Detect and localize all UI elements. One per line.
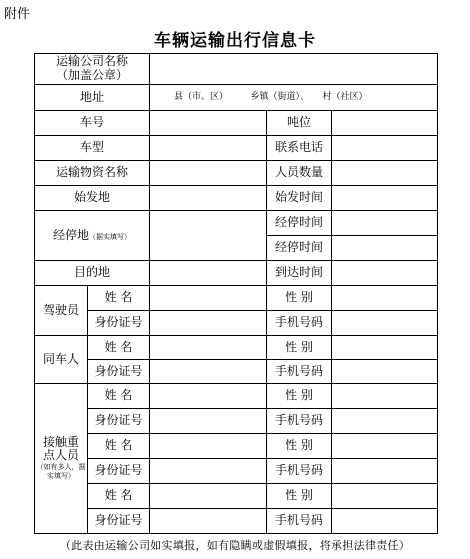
page-title: 车辆运输出行信息卡 [154,31,316,51]
company-stamp-label: （加盖公章） [56,68,129,82]
phone-field[interactable] [332,136,438,161]
row-driver-id [35,311,438,336]
tonnage-label: 吨位 [267,111,332,136]
row-driver-name [35,286,438,311]
row-contact-3-id [35,509,438,534]
contact-1-id-field[interactable] [150,409,267,434]
row-cargo [35,161,438,186]
arrival-time-field[interactable] [332,261,438,286]
row-company [35,54,438,85]
cargo-label: 运输物资名称 [35,161,150,186]
contact-1-mobile-field[interactable] [332,409,438,434]
contact-3-gender-field[interactable] [332,484,438,509]
driver-id-field[interactable] [150,311,267,336]
stop-field[interactable] [150,211,267,261]
companion-mobile-label: 手机号码 [267,360,332,384]
companion-id-field[interactable] [150,360,267,384]
driver-id-label: 身份证号 [88,311,150,336]
headcount-field[interactable] [332,161,438,186]
destination-field[interactable] [150,261,267,286]
contact-2-name-label: 姓 名 [88,434,150,459]
driver-mobile-field[interactable] [332,311,438,336]
contact-2-name-field[interactable] [150,434,267,459]
companion-label: 同车人 [35,336,88,384]
driver-name-field[interactable] [150,286,267,311]
origin-field[interactable] [150,186,267,211]
model-field[interactable] [150,136,267,161]
contact-1-id-label: 身份证号 [88,409,150,434]
stop-time-label-2: 经停时间 [267,236,332,261]
contact-2-id-field[interactable] [150,459,267,484]
contact-2-gender-field[interactable] [332,434,438,459]
depart-time-label: 始发时间 [267,186,332,211]
address-label: 地址 [35,85,150,111]
companion-name-label: 姓 名 [88,336,150,360]
contact-1-name-label: 姓 名 [88,384,150,409]
driver-gender-field[interactable] [332,286,438,311]
contact-2-mobile-field[interactable] [332,459,438,484]
contact-label-2: 点人员 [42,448,79,463]
contact-1-name-field[interactable] [150,384,267,409]
companion-id-label: 身份证号 [88,360,150,384]
footer-note: （此表由运输公司如实填报，如有隐瞒或虚假填报，将承担法律责任） [59,539,411,552]
contact-1-gender-field[interactable] [332,384,438,409]
contact-2-gender-label: 性 别 [267,434,332,459]
contact-3-name-field[interactable] [150,484,267,509]
driver-mobile-label: 手机号码 [267,311,332,336]
tonnage-field[interactable] [332,111,438,136]
row-contact-3-name [35,484,438,509]
contact-3-mobile-field[interactable] [332,509,438,534]
contact-3-id-label: 身份证号 [88,509,150,534]
contact-3-id-field[interactable] [150,509,267,534]
stop-label-cell [35,211,150,261]
row-contact-2-id [35,459,438,484]
address-field[interactable]: 县（市、区） 乡镇（街道）、 村（社区） [150,85,438,111]
row-companion-id [35,360,438,384]
destination-label: 目的地 [35,261,150,286]
row-model [35,136,438,161]
row-contact-1-name [35,384,438,409]
row-stop-1 [35,211,438,236]
contact-label-1: 接触重 [42,434,79,449]
company-label-cell [35,54,150,85]
contact-3-mobile-label: 手机号码 [267,509,332,534]
companion-mobile-field[interactable] [332,360,438,384]
row-destination [35,261,438,286]
row-plate [35,111,438,136]
phone-label: 联系电话 [267,136,332,161]
stop-label: 经停地 [53,227,90,242]
model-label: 车型 [35,136,150,161]
company-label: 运输公司名称 [56,54,129,69]
contact-3-gender-label: 性 别 [267,484,332,509]
contact-3-name-label: 姓 名 [88,484,150,509]
row-address [35,85,438,111]
headcount-label: 人员数量 [267,161,332,186]
contact-label-cell [35,384,88,534]
contact-hint: （如有多人，据实填写） [36,463,86,481]
companion-gender-label: 性 别 [267,336,332,360]
arrival-time-label: 到达时间 [267,261,332,286]
stop-time-label-1: 经停时间 [267,211,332,236]
stop-time-field-1[interactable] [332,211,438,236]
driver-label: 驾驶员 [35,286,88,336]
plate-field[interactable] [150,111,267,136]
row-contact-1-id [35,409,438,434]
info-card-table [34,53,438,534]
origin-label: 始发地 [35,186,150,211]
depart-time-field[interactable] [332,186,438,211]
cargo-field[interactable] [150,161,267,186]
row-contact-2-name [35,434,438,459]
driver-name-label: 姓 名 [88,286,150,311]
company-field[interactable] [150,54,438,85]
companion-name-field[interactable] [150,336,267,360]
stop-hint: （据实填写） [89,232,132,241]
plate-label: 车号 [35,111,150,136]
contact-1-mobile-label: 手机号码 [267,409,332,434]
stop-time-field-2[interactable] [332,236,438,261]
contact-2-id-label: 身份证号 [88,459,150,484]
contact-1-gender-label: 性 别 [267,384,332,409]
driver-gender-label: 性 别 [267,286,332,311]
companion-gender-field[interactable] [332,336,438,360]
row-origin [35,186,438,211]
attachment-label: 附件 [4,7,31,22]
contact-2-mobile-label: 手机号码 [267,459,332,484]
row-companion-name [35,336,438,360]
